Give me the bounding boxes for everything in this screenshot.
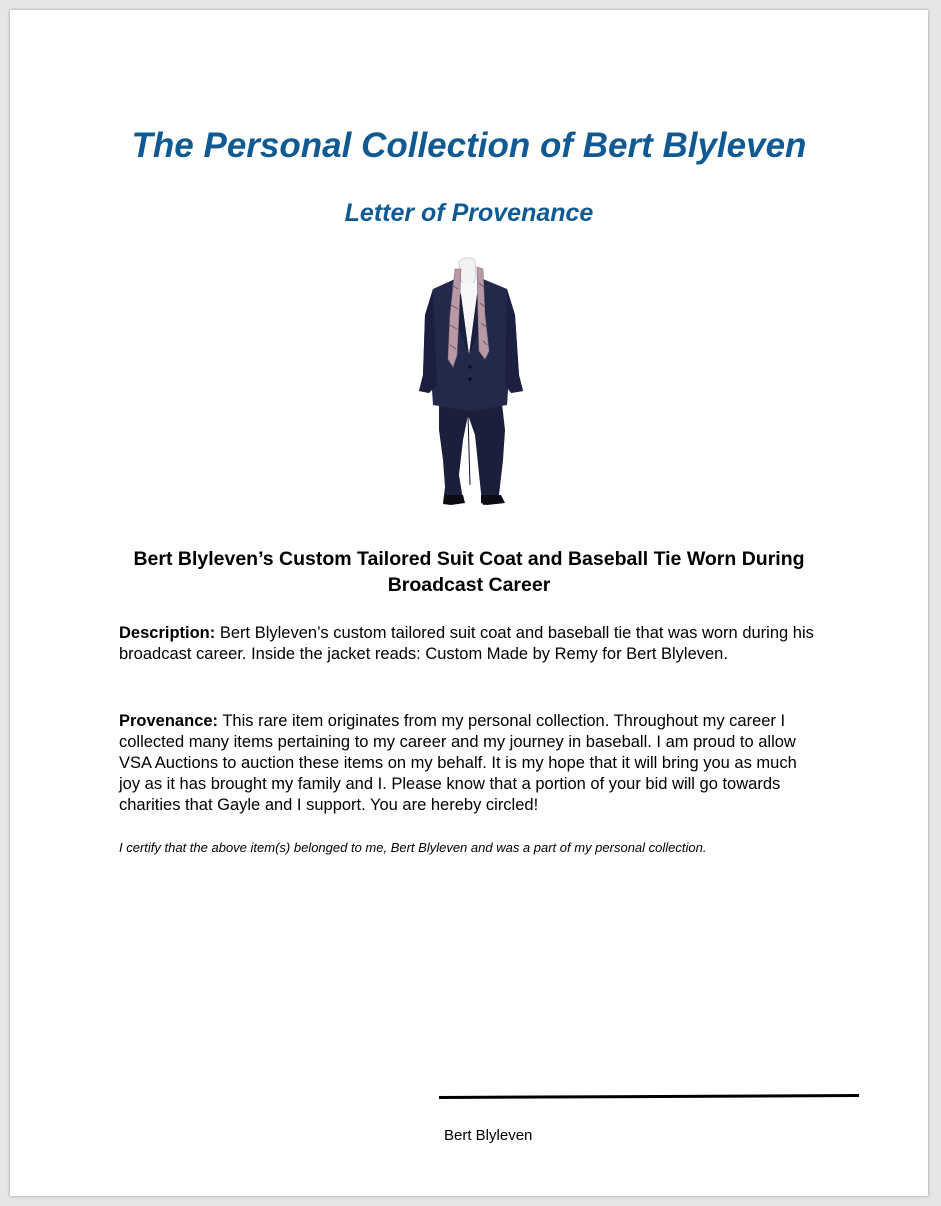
certification-statement: I certify that the above item(s) belonged to me, Bert Blyleven and was a part of my personal collection. [119, 840, 707, 855]
description-label: Description: [119, 624, 216, 642]
description-text: Bert Blyleven’s custom tailored suit coat and baseball tie that was worn during his broadcast career. Inside the jacket reads: Custom Made by Remy for Bert Blyleven. [119, 624, 814, 663]
provenance-label: Provenance: [119, 712, 219, 730]
suit-trousers [439, 395, 505, 505]
provenance-paragraph [119, 711, 819, 816]
signature-line [439, 1094, 859, 1099]
description-paragraph [119, 623, 819, 665]
page-title: The Personal Collection of Bert Blyleven [131, 126, 807, 165]
document-page [10, 10, 928, 1196]
provenance-text: This rare item originates from my personal collection. Throughout my career I collected many items pertaining to my career and my journey in baseball. I am proud to allow VSA Auctions to auction these items on my behalf. It is my hope that it will bring you as much joy as it has brought my family and I. Please know that a portion of your bid will go towards charities that Gayle and I support. You are hereby circled! [119, 712, 797, 814]
signature-name: Bert Blyleven [444, 1127, 533, 1144]
item-heading: Bert Blyleven’s Custom Tailored Suit Coat and Baseball Tie Worn During Broadcast Career [133, 548, 805, 596]
page-subtitle: Letter of Provenance [344, 199, 594, 227]
suit-photo-icon [415, 255, 525, 505]
